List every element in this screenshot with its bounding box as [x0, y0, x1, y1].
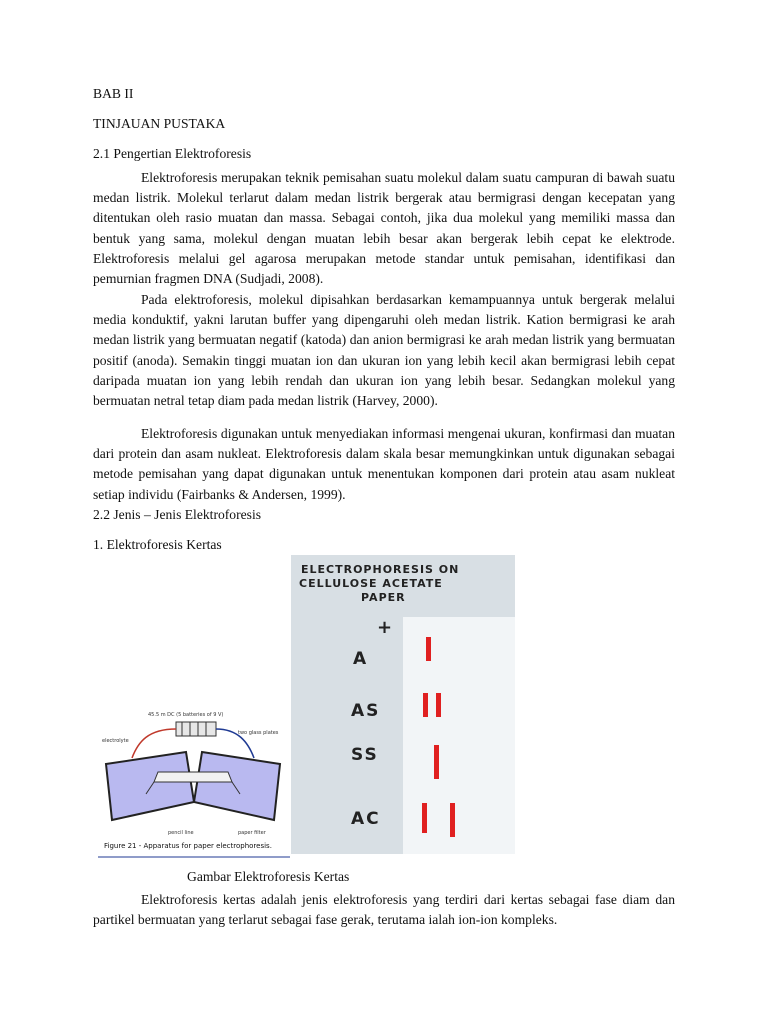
pencil-line-label: pencil line	[168, 830, 194, 836]
paragraph: Elektroforesis merupakan teknik pemisahan suatu molekul dalam suatu campuran di bawah suatu medan listrik. Molekul terlarut dalam medan listrik bergerak atau bermigrasi dengan kecepatan yang ditentukan oleh rasio muatan dan massa. Sebagai contoh, jika dua molekul yang memiliki massa dan bentuk yang sama, molekul dengan muatan lebih besar akan bergerak lebih cepat ke elektrode. Elektroforesis melalui gel agarosa merupakan metode standar untuk pemisahan, identifikasi dan pemurnian fragmen DNA (Sudjadi, 2008).	[93, 170, 675, 287]
glass-plates-label: two glass plates	[238, 730, 279, 736]
electrophoresis-photo	[291, 555, 515, 854]
band-a	[426, 637, 431, 661]
chapter-title: TINJAUAN PUSTAKA	[93, 116, 226, 131]
lane-label: AS	[351, 701, 381, 721]
section-heading-2-2: 2.2 Jenis – Jenis Elektroforesis	[93, 507, 262, 522]
subsection-heading: 1. Elektroforesis Kertas	[93, 537, 222, 552]
photo-title-line: CELLULOSE ACETATE	[299, 577, 443, 590]
band-as-1	[423, 693, 428, 717]
photo-title-line: ELECTROPHORESIS ON	[301, 563, 460, 576]
electrolyte-label: electrolyte	[102, 738, 129, 744]
band-ac-2	[450, 803, 455, 837]
battery-label: 45.5 m DC (5 batteries of 9 V)	[148, 712, 224, 718]
figure-caption: Gambar Elektroforesis Kertas	[187, 869, 350, 884]
paragraph: Elektroforesis digunakan untuk menyediakan informasi mengenai ukuran, konfirmasi dan muatan dari protein dan asam nukleat. Elektroforesis dalam skala besar memungkinkan untuk digunakan sebagai metode pemisahan yang dapat digunakan untuk menentukan komponen dari protein atau asam nukleat setiap individu (Fairbanks & Andersen, 1999).	[93, 426, 675, 502]
plus-sign: +	[377, 617, 395, 638]
lane-label: AC	[351, 809, 381, 829]
band-ac-1	[422, 803, 427, 833]
band-ss	[434, 745, 439, 779]
apparatus-caption: Figure 21 - Apparatus for paper electrophoresis.	[104, 842, 272, 850]
chapter-label: BAB II	[93, 86, 134, 101]
apparatus-diagram	[98, 702, 290, 858]
lane-label: A	[353, 649, 369, 669]
apparatus-figure	[98, 702, 290, 858]
band-as-2	[436, 693, 441, 717]
lane-label: SS	[351, 745, 379, 765]
photo-title-line: PAPER	[361, 591, 406, 604]
paragraph: Elektroforesis kertas adalah jenis elektroforesis yang terdiri dari kertas sebagai fase diam dan partikel bermuatan yang terlarut sebagai fase gerak, terutama ialah ion-ion kompleks.	[93, 892, 675, 928]
paragraph: Pada elektroforesis, molekul dipisahkan berdasarkan kemampuannya untuk bergerak melalui media konduktif, yakni larutan buffer yang dipengaruhi oleh medan listrik. Kation bermigrasi ke arah medan listrik yang bermuatan negatif (katoda) dan anion bermigrasi ke arah medan listrik yang bermuatan positif (anoda). Semakin tinggi muatan ion dan ukuran ion yang lebih kecil akan bermigrasi lebih cepat daripada muatan ion yang lebih rendah dan ukuran ion yang lebih besar. Sedangkan molekul yang bermuatan netral tetap diam pada medan listrik (Harvey, 2000).	[93, 292, 675, 409]
paper-filter-label: paper filter	[238, 830, 266, 836]
paper-strip	[403, 617, 515, 854]
section-heading-2-1: 2.1 Pengertian Elektroforesis	[93, 146, 252, 161]
